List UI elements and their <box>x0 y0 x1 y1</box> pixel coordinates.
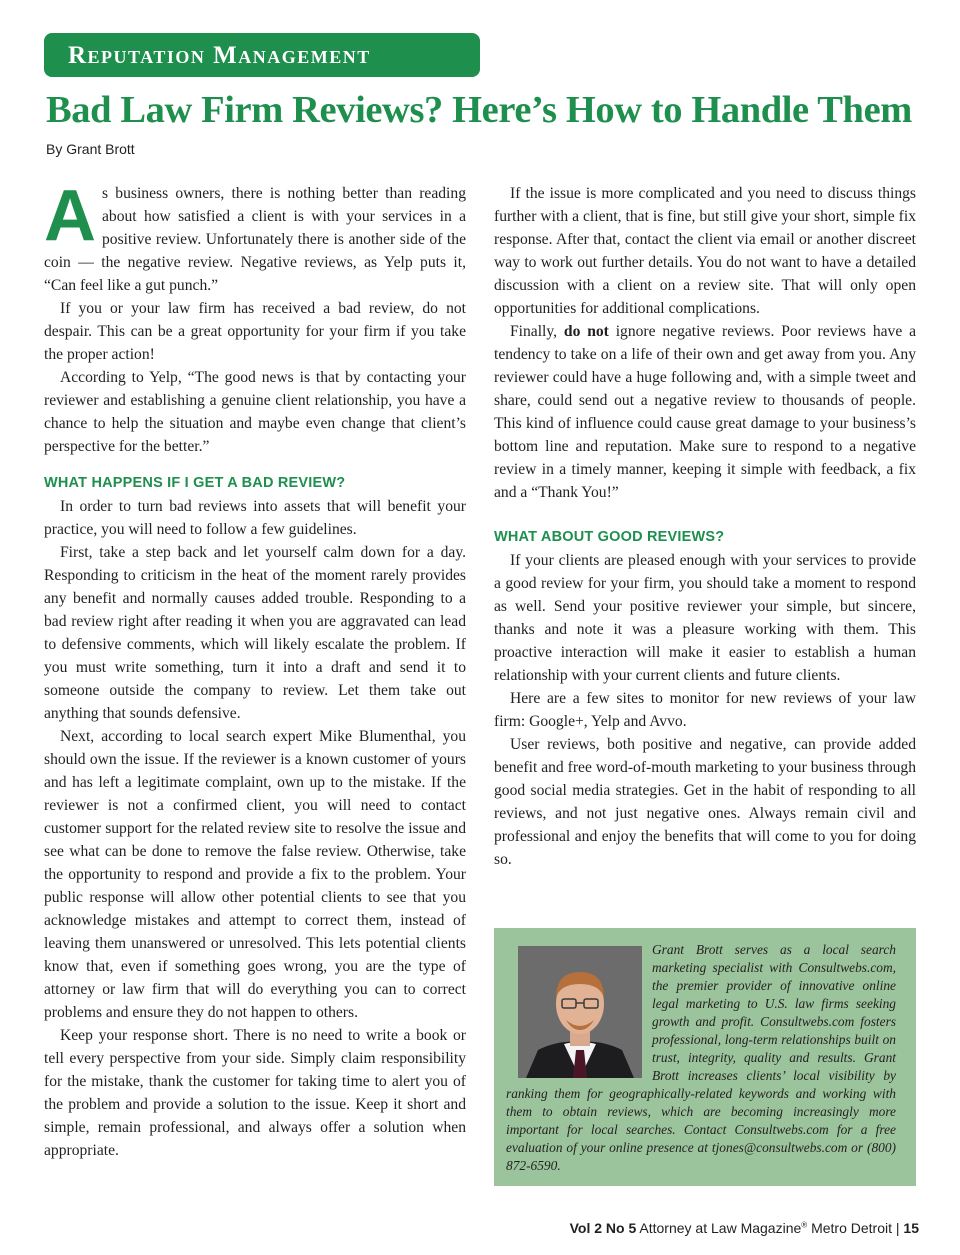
section-banner: Reputation Management <box>44 33 480 77</box>
paragraph: If you or your law firm has received a bad review, do not despair. This can be a great opportunity for your firm if you take the proper action! <box>44 300 466 363</box>
paragraph: First, take a step back and let yourself calm down for a day. Responding to criticism in the heat of the moment rarely provides any benefit and normally causes added trouble. Responding to a bad review right after reading it when you are aggravated can lead to defensive comments, which will likely escalate the problem. If you must write something, turn it into a draft and send it to someone outside the company to review. Let them take out anything that sounds defensive. <box>44 544 466 722</box>
edition-name: Metro Detroit <box>811 1220 892 1236</box>
right-column <box>494 182 916 871</box>
paragraph: Here are a few sites to monitor for new reviews of your law firm: Google+, Yelp and Avvo. <box>494 690 916 730</box>
paragraph-text: Finally, <box>510 323 564 340</box>
paragraph: Keep your response short. There is no need to write a book or tell every perspective from your side. Simply claim responsibility for the mistake, thank the customer for taking time to alert you of the problem and provide a solution to the issue. Keep it short and simple, remain professional, and always offer a solution when appropriate. <box>44 1027 466 1159</box>
emphasis-text: do not <box>563 323 609 340</box>
author-photo <box>518 946 642 1078</box>
paragraph: Next, according to local search expert Mike Blumenthal, you should own the issue. If the reviewer is a known customer of yours and has left a legitimate complaint, own up to the mistake. If the reviewer is not a confirmed client, you will need to contact customer support for the related review site to resolve the issue and see what can be done to remove the false review. Otherwise, take the opportunity to respond and provide a fix to the problem. Your public response will allow other potential clients to see that you acknowledge mistakes and attempt to correct them, instead of leaving them unanswered or unresolved. This lets potential clients know that, even if something goes wrong, you are the type of attorney or law firm that will do everything you can to correct problems and ensure they do not happen to others. <box>44 728 466 1021</box>
author-bio-text: Grant Brott serves as a local search marketing specialist with Consultwebs.com, the premier provider of innovative online legal marketing to U.S. law firms seeking growth and profit. Consultwebs.com fosters professional, long-term relationships built on trust, integrity, quality and results. Grant Brott increases clients’ local visibility by ranking them for geographically-related keywords and working with them to obtain reviews, which are becoming increasingly more important for local searches. Contact Consultwebs.com for a free evaluation of your online presence at tjones@consultwebs.com or (800) 872-6590. <box>506 942 896 1173</box>
paragraph <box>494 320 916 504</box>
portrait-image <box>518 946 642 1078</box>
paragraph: User reviews, both positive and negative, can provide added benefit and free word-of-mouth marketing to your business through good social media strategies. Get in the habit of responding to all reviews, and not just negative ones. Always remain civil and professional and enjoy the benefits that will come to you for doing so. <box>494 736 916 868</box>
registered-mark: ® <box>801 1220 808 1230</box>
section-heading-good-reviews: WHAT ABOUT GOOD REVIEWS? <box>494 529 725 545</box>
intro-text: s business owners, there is nothing better than reading about how satisfied a client is with your services in a positive review. Unfortunately there is another side of the coin — the negative review. Negative reviews, as Yelp puts it, “Can feel like a gut punch.” <box>44 185 466 294</box>
byline: By Grant Brott <box>46 141 135 157</box>
article-title: Bad Law Firm Reviews? Here’s How to Handle Them <box>46 89 912 131</box>
author-bio-box <box>494 928 916 1186</box>
paragraph: If the issue is more complicated and you need to discuss things further with a client, that is fine, but still give your short, simple fix response. After that, contact the client via email or another discreet way to work out further details. You do not want to have a detailed discussion with a client on a review site. That will only open opportunities for additional complications. <box>494 185 916 317</box>
spacer <box>494 504 916 514</box>
footer-separator: | <box>895 1220 900 1236</box>
paragraph-text: ignore negative reviews. Poor reviews have a tendency to take on a life of their own and get away from you. Any reviewer could have a huge following and, with a simple tweet and share, could send out a negative review to thousands of people. This kind of influence could cause great damage to your business’s bottom line and reputation. Make sure to respond to a negative review in a timely manner, keeping it simple with feedback, a fix and a “Thank You!” <box>494 323 917 501</box>
section-heading-bad-review: WHAT HAPPENS IF I GET A BAD REVIEW? <box>44 475 346 491</box>
drop-cap: A <box>44 176 96 256</box>
paragraph: If your clients are pleased enough with your services to provide a good review for your firm, you should take a moment to respond as well. Send your positive reviewer your simple, but sincere, thanks and note it was a pleasure working with them. This proactive interaction will make it easier to establish a human relationship with your current clients and future clients. <box>494 552 916 684</box>
paragraph: In order to turn bad reviews into assets that will benefit your practice, you will need to follow a few guidelines. <box>44 498 466 538</box>
intro-paragraph <box>44 176 466 297</box>
magazine-name: Attorney at Law Magazine <box>639 1220 802 1236</box>
page-footer <box>570 1220 919 1236</box>
paragraph: According to Yelp, “The good news is that by contacting your reviewer and establishing a genuine client relationship, you have a chance to help the situation and maybe even change that client’s perspective for the better.” <box>44 369 466 455</box>
page-number: 15 <box>903 1220 919 1236</box>
issue-number: Vol 2 No 5 <box>569 1220 637 1236</box>
left-column <box>44 176 466 1162</box>
